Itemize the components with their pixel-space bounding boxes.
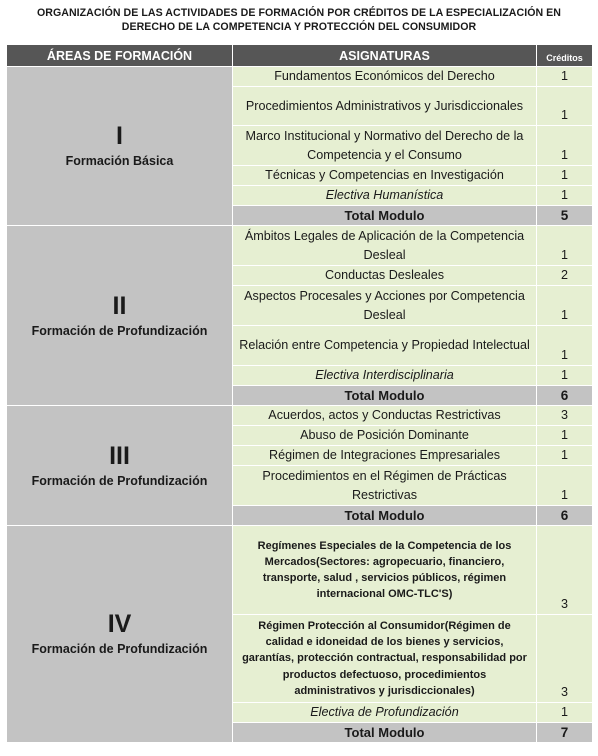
area-name: Formación Básica [65, 154, 174, 168]
header-areas: ÁREAS DE FORMACIÓN [7, 45, 233, 67]
credits-cell: 1 [537, 426, 593, 446]
total-label: Total Modulo [233, 206, 537, 226]
credits-cell: 1 [537, 67, 593, 87]
subject-cell: Electiva Interdisciplinaria [233, 366, 537, 386]
credits-cell: 3 [537, 406, 593, 426]
subject-cell: Electiva Humanística [233, 186, 537, 206]
credits-cell: 1 [537, 366, 593, 386]
area-cell-2 [7, 226, 233, 406]
subject-cell: Técnicas y Competencias en Investigación [233, 166, 537, 186]
subject-cell: Acuerdos, actos y Conductas Restrictivas [233, 406, 537, 426]
title-line-1: ORGANIZACIÓN DE LAS ACTIVIDADES DE FORMACIÓN POR CRÉDITOS DE LA ESPECIALIZACIÓN EN [36, 7, 561, 19]
header-subjects: ASIGNATURAS [233, 45, 537, 67]
total-label: Total Modulo [233, 723, 537, 743]
area-name: Formación de Profundización [31, 642, 208, 656]
credits-cell: 2 [537, 266, 593, 286]
credits-cell: 1 [537, 166, 593, 186]
subject-cell: Conductas Desleales [233, 266, 537, 286]
header-row [7, 45, 593, 67]
area-numeral: IV [107, 610, 132, 638]
credits-cell: 1 [537, 326, 593, 366]
subject-cell: Procedimientos Administrativos y Jurisdiccionales [233, 87, 537, 126]
area-numeral: III [109, 441, 130, 470]
document-title [6, 6, 592, 34]
credits-cell: 1 [537, 226, 593, 266]
table-row [7, 526, 593, 615]
area-numeral: I [116, 122, 123, 150]
total-credits: 7 [537, 723, 593, 743]
subject-cell: Regímenes Especiales de la Competencia de los Mercados(Sectores: agropecuario, financiero, transporte, salud , servicios públicos, régimen internacional OMC-TLC'S) [233, 526, 537, 615]
credits-cell: 3 [537, 615, 593, 703]
subject-cell: Régimen de Integraciones Empresariales [233, 446, 537, 466]
credits-cell: 1 [537, 703, 593, 723]
credits-cell: 1 [537, 126, 593, 166]
subject-cell: Procedimientos en el Régimen de Prácticas Restrictivas [233, 466, 537, 506]
subject-cell: Abuso de Posición Dominante [233, 426, 537, 446]
subject-cell: Régimen Protección al Consumidor(Régimen de calidad e idoneidad de los bienes y servicios, garantías, protección contractual, responsabilidad por productos defectuoso, procedimientos administrativos y jurisdiccionales) [233, 615, 537, 703]
credits-cell: 1 [537, 186, 593, 206]
credits-cell: 1 [537, 446, 593, 466]
credits-cell: 1 [537, 466, 593, 506]
subject-cell: Electiva de Profundización [233, 703, 537, 723]
total-credits: 6 [537, 506, 593, 526]
table-row [7, 67, 593, 87]
subject-cell: Aspectos Procesales y Acciones por Competencia Desleal [233, 286, 537, 326]
subject-cell: Fundamentos Económicos del Derecho [233, 67, 537, 87]
area-numeral: II [112, 291, 127, 320]
credits-table [6, 44, 593, 743]
total-credits: 5 [537, 206, 593, 226]
credits-cell: 1 [537, 286, 593, 326]
area-cell-3 [7, 406, 233, 526]
credits-cell: 1 [537, 87, 593, 126]
area-cell-4 [7, 526, 233, 743]
table-row [7, 226, 593, 266]
total-label: Total Modulo [233, 506, 537, 526]
subject-cell: Ámbitos Legales de Aplicación de la Competencia Desleal [233, 226, 537, 266]
header-credits: Créditos [537, 45, 593, 67]
total-credits: 6 [537, 386, 593, 406]
area-name: Formación de Profundización [31, 323, 208, 338]
total-label: Total Modulo [233, 386, 537, 406]
area-name: Formación de Profundización [31, 473, 208, 488]
area-cell-1 [7, 67, 233, 226]
credits-cell: 3 [537, 526, 593, 615]
subject-cell: Marco Institucional y Normativo del Derecho de la Competencia y el Consumo [233, 126, 537, 166]
title-line-2: DERECHO DE LA COMPETENCIA Y PROTECCIÓN DEL CONSUMIDOR [121, 21, 477, 33]
subject-cell: Relación entre Competencia y Propiedad Intelectual [233, 326, 537, 366]
table-row [7, 406, 593, 426]
